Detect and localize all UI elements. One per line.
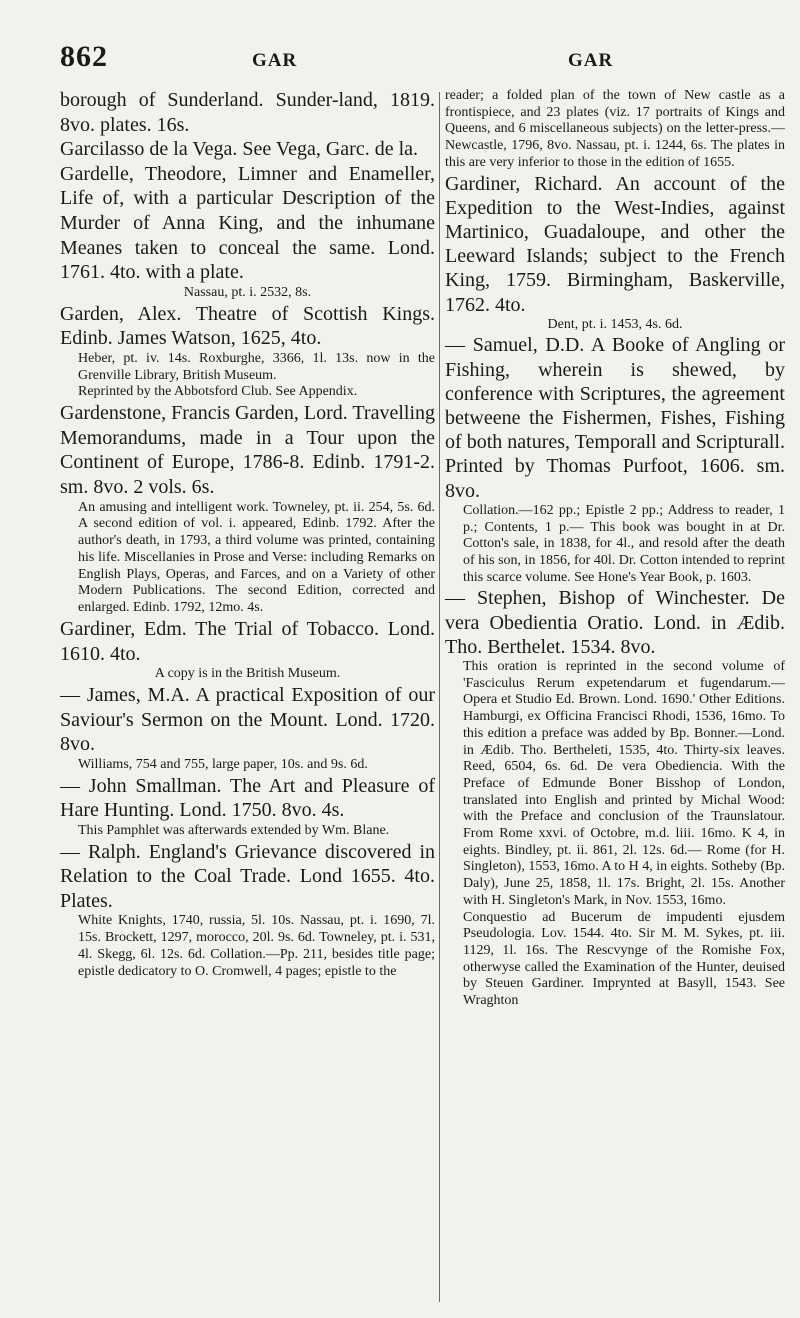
- note-garden-1: Heber, pt. iv. 14s. Roxburghe, 3366, 1l. 13s. now in the Grenville Library, British Museum.: [78, 350, 435, 383]
- entry-garcilasso: Garcilasso de la Vega. See Vega, Garc. de la.: [60, 138, 419, 161]
- left-column: [60, 88, 435, 981]
- entry-sunderland: borough of Sunderland. Sunder-land, 1819. 8vo. plates. 16s.: [60, 89, 435, 136]
- entry-garden: Garden, Alex. Theatre of Scottish Kings. Edinb. James Watson, 1625, 4to.: [60, 302, 435, 350]
- note-gardiner-ralph: White Knights, 1740, russia, 5l. 10s. Nassau, pt. i. 1690, 7l. 15s. Brockett, 1297, morocco, 20l. 9s. 6d. Towneley, pt. i. 531, 4l. Skegg, 6l. 12s. 6d. Collation.—Pp. 211, besides title page; epistle dedicatory to O. Cromwell, 4 pages; epistle to the: [78, 913, 435, 979]
- page-header: [0, 36, 800, 76]
- column-divider: [439, 92, 440, 1302]
- note-gardelle: Nassau, pt. i. 2532, 8s.: [183, 284, 312, 300]
- entry-gardiner-richard: Gardiner, Richard. An account of the Expedition to the West-Indies, against Martinico, Guadaloupe, and other the Leeward Islands; subject to the French King, 1759. Birmingham, Baskerville, 1762. 4to.: [445, 172, 785, 316]
- page-number: 862: [60, 40, 108, 73]
- entry-gardiner-john: — John Smallman. The Art and Pleasure of Hare Hunting. Lond. 1750. 8vo. 4s.: [60, 774, 435, 822]
- note-gardiner-james: Williams, 754 and 755, large paper, 10s. and 9s. 6d.: [78, 756, 368, 772]
- note-gardiner-edm: A copy is in the British Museum.: [154, 666, 341, 682]
- note-gardiner-samuel: Collation.—162 pp.; Epistle 2 pp.; Address to reader, 1 p.; Contents, 1 p.— This book was bought in at Dr. Cotton's sale, in 1838, for 4l., and resold after the death of his son, in 1856, for 40l. Dr. Cotton intended to reprint this scarce volume. See Hone's Year Book, p. 1603.: [463, 502, 785, 585]
- entry-gardiner-samuel: — Samuel, D.D. A Booke of Angling or Fishing, wherein is shewed, by conference with Scriptures, the agreement betweene the Fishermen, Fishes, Fishing of both natures, Temporall and Scripturall. Printed by Thomas Purfoot, 1606. sm. 8vo.: [445, 334, 785, 502]
- note-garden-2: Reprinted by the Abbotsford Club. See Appendix.: [78, 384, 358, 400]
- right-column: [445, 88, 785, 1010]
- note-gardenstone: An amusing and intelligent work. Towneley, pt. ii. 254, 5s. 6d. A second edition of vol. i. appeared, Edinb. 1792. After the author's death, in 1793, a third volume was printed, containing his life. Miscellanies in Prose and Verse: including Remarks on English Plays, Operas, and Farces, and on a Variety of other Modern Publications. The second Edition, corrected and enlarged. Edinb. 1792, 12mo. 4s.: [78, 499, 435, 616]
- entry-gardiner-ralph: — Ralph. England's Grievance discovered in Relation to the Coal Trade. Lond 1655. 4to. Plates.: [60, 840, 435, 912]
- note-conquestio: Conquestio ad Bucerum de impudenti ejusdem Pseudologia. Lov. 1544. 4to. Sir M. M. Sykes, pt. iii. 1129, 1l. 16s. The Rescvynge of the Romishe Fox, otherwyse called the Examination of the Hunter, deuised by Steuen Gardiner. Imprynted at Basyll, 1543. See Wraghton: [463, 909, 785, 1009]
- running-head-left: GAR: [252, 50, 298, 71]
- entry-gardiner-stephen: — Stephen, Bishop of Winchester. De vera Obedientia Oratio. Lond. in Ædib. Tho. Berthelet. 1534. 8vo.: [445, 587, 785, 658]
- note-gardiner-richard: Dent, pt. i. 1453, 4s. 6d.: [547, 316, 683, 332]
- entry-gardiner-james: — James, M.A. A practical Exposition of our Saviour's Sermon on the Mount. Lond. 1720. 8vo.: [60, 684, 435, 756]
- entry-gardenstone: Gardenstone, Francis Garden, Lord. Travelling Memorandums, made in a Tour upon the Continent of Europe, 1786-8. Edinb. 1791-2. sm. 8vo. 2 vols. 6s.: [60, 402, 435, 498]
- running-head-right: GAR: [568, 50, 614, 71]
- note-ralph-continued: reader; a folded plan of the town of New castle as a frontispiece, and 23 plates (viz. 17 portraits of Kings and Queens, and 6 miscellaneous subjects) on the letter-press.—Newcastle, 1796, 8vo. Nassau, pt. i. 1244, 6s. The plates in this are very inferior to those in the edition of 1655.: [445, 88, 785, 170]
- note-gardiner-stephen: This oration is reprinted in the second volume of 'Fasciculus Rerum expetendarum et fugendarum.—Opera et Studio Ed. Brown. Lond. 1690.' Other Editions. Hamburgi, ex Officina Francisci Rhodi, 1536, 16mo. To this edition a preface was added by Bp. Bonner.—Lond. in Ædib. Tho. Bertheleti, 1535, 4to. Thirty-six leaves. Reed, 6504, 6s. 6d. De vera Obediencia. With the Preface of Edmunde Boner Bisshop of London, translated into English and printed by Michal Wood: with the Preface and conclusion of the Traunslatour. From Rome xxvi. of Octobre, m.d. liii. 16mo. K 4, in eights. Bindley, pt. ii. 861, 2l. 12s. 6d.— Rome (for H. Singleton), 1553, 16mo. A to H 4, in eights. Sotheby (Bp. Daly), June 25, 1858, 1l. 17s. Bright, 2l. 15s. Another with H. Singleton's Mark, in Nov. 1553, 16mo.: [463, 658, 786, 908]
- entry-gardiner-edm: Gardiner, Edm. The Trial of Tobacco. Lond. 1610. 4to.: [60, 618, 435, 665]
- note-gardiner-john: This Pamphlet was afterwards extended by Wm. Blane.: [78, 822, 390, 838]
- entry-gardelle: Gardelle, Theodore, Limner and Enameller, Life of, with a particular Description of the Murder of Anna King, and the inhumane Meanes taken to conceal the same. Lond. 1761. 4to. with a plate.: [60, 162, 435, 284]
